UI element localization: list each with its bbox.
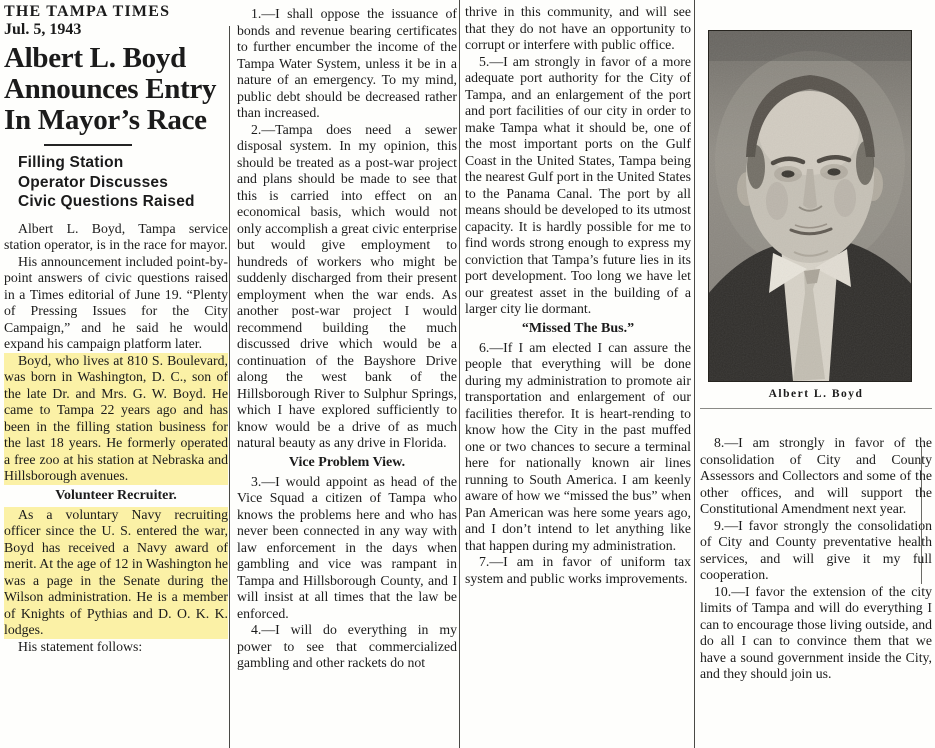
crosshead-volunteer-recruiter: Volunteer Recruiter. xyxy=(55,487,177,503)
column-rule-1 xyxy=(229,26,230,748)
paragraph: His statement follows: xyxy=(18,638,143,654)
crosshead-missed-the-bus: “Missed The Bus.” xyxy=(521,320,635,336)
headline-line: Announces Entry xyxy=(4,73,217,105)
column-3 xyxy=(465,0,691,748)
headline-line: Albert L. Boyd xyxy=(4,42,186,74)
portrait-photo xyxy=(700,30,932,409)
headline-line: In Mayor’s Race xyxy=(4,104,207,136)
issue-date: Jul. 5, 1943 xyxy=(4,21,82,38)
paragraph-highlighted: Boyd, who lives at 810 S. Boulevard, was born in Washington, D. C., son of the late Dr. and Mrs. G. W. Boyd. He came to Tampa 22 years ago and has been in the filling station business for the last 18 years. He formerly operated a free zoo at his station at Nebraska and Hillsborough avenues. xyxy=(4,352,228,483)
paragraph-point-5: 5.—I am strongly in favor of a more adequate port authority for the City of Tampa, and an enlargement of the port and port facilities of our city in order to make Tampa what it should be, one of the most important ports on the Gulf Coast in the United States, Tampa being the nearest Gulf port in the United States to the Panama Canal. The port by all means should be developed to its utmost capacity. It is hardly possible for me to find words strong enough to express my conviction that Tampa’s future lies in its port development. Too long we have let our greatest asset in the building of a larger city lie dormant. xyxy=(465,53,691,316)
paragraph-point-8: 8.—I am strongly in favor of the consolidation of City and County Assessors and Collectors and some of the other offices, and will support the Constitutional Amendment next year. xyxy=(700,435,932,516)
paragraph-point-6: 6.—If I am elected I can assure the people that everything will be done during my administration to promote air transportation and enlargement of our facilities therefor. It is heart-rending to know how the City in the past muffed one or two chances to secure a terminal here for nationally known air lines running to South America. I am keenly aware of how we “missed the bus” when Pan American was here some years ago, and I don’t intend to let anything like that happen during my administration. xyxy=(465,339,691,553)
newspaper-name: THE TAMPA TIMES xyxy=(4,3,171,20)
paragraph-point-2: 2.—Tampa does need a sewer disposal system. In my opinion, this should be treated as a post-war project and plans should be made to see that this is carried into effect on an economical basis, which would not only accomplish a great civic enterprise but would give employment to hundreds of workers who might be suddenly discharged from their present employment when the war ends. As another post-war project I would recommend building the much discussed drive which would be a continuation of the Bayshore Drive along the west bank of the Hillsborough River to Sulphur Springs, which I have explored sufficiently to know would be a drive of as much natural beauty as any drive in Florida. xyxy=(237,121,457,450)
subhead-line: Filling Station xyxy=(18,154,124,171)
column-1 xyxy=(4,0,228,748)
subhead xyxy=(4,153,228,212)
paragraph-point-9: 9.—I favor strongly the consolidation of City and County preventative health services, and will give it my full cooperation. xyxy=(700,517,932,582)
portrait-photo-image xyxy=(708,30,912,382)
paragraph-highlighted: As a voluntary Navy recruiting officer since the U. S. entered the war, Boyd has received a Navy award of merit. At the age of 12 in Washington he was a page in the Senate during the Wilson administration. He is a member of Knights of Pythias and D. O. K. K. lodges. xyxy=(4,506,228,637)
paragraph-point-4-continued: thrive in this community, and will see that they do not have an opportunity to corrupt or interfere with public office. xyxy=(465,4,691,52)
headline xyxy=(4,43,228,136)
subhead-line: Operator Discusses xyxy=(18,173,169,191)
paragraph-lede: Albert L. Boyd, Tampa service station operator, is in the race for mayor. xyxy=(4,220,228,252)
column-4 xyxy=(700,0,932,748)
photo-caption: Albert L. Boyd xyxy=(700,382,932,409)
column-rule-2 xyxy=(459,0,460,748)
paragraph-point-1: 1.—I shall oppose the issuance of bonds and revenue bearing certificates to further encumber the income of the Tampa Water System, unless it be in a nature of an emergency. To my mind, public debt should be decreased rather than increased. xyxy=(237,6,457,120)
column-2 xyxy=(237,0,457,748)
paragraph: His announcement included point-by-point answers of civic questions raised in a Times editorial of June 19. “Plenty of Pressing Issues for the City Campaign,” and he said he would expand his campaign platform later. xyxy=(4,253,228,351)
paragraph-point-4: 4.—I will do everything in my power to see that commercialized gambling and other rackets do not xyxy=(237,622,457,670)
crosshead-vice-problem-view: Vice Problem View. xyxy=(288,454,406,470)
subhead-line: Civic Questions Raised xyxy=(18,193,195,210)
paragraph-point-3: 3.—I would appoint as head of the Vice Squad a citizen of Tampa who knows the problems here and who has never been connected in any way with law enforcement in the days when gambling and vice was rampant in Tampa and Hillsborough County, and I will insist at all times that the law be enforced. xyxy=(237,473,457,621)
headline-divider xyxy=(44,144,132,146)
paragraph-point-7: 7.—I am in favor of uniform tax system and public works improvements. xyxy=(465,554,691,586)
column-rule-3 xyxy=(694,0,695,748)
paragraph-point-10: 10.—I favor the extension of the city limits of Tampa and will do everything I can to encourage those living outside, and do all I can to convince them that we have a sound government inside the City, and they should join us. xyxy=(700,583,932,681)
